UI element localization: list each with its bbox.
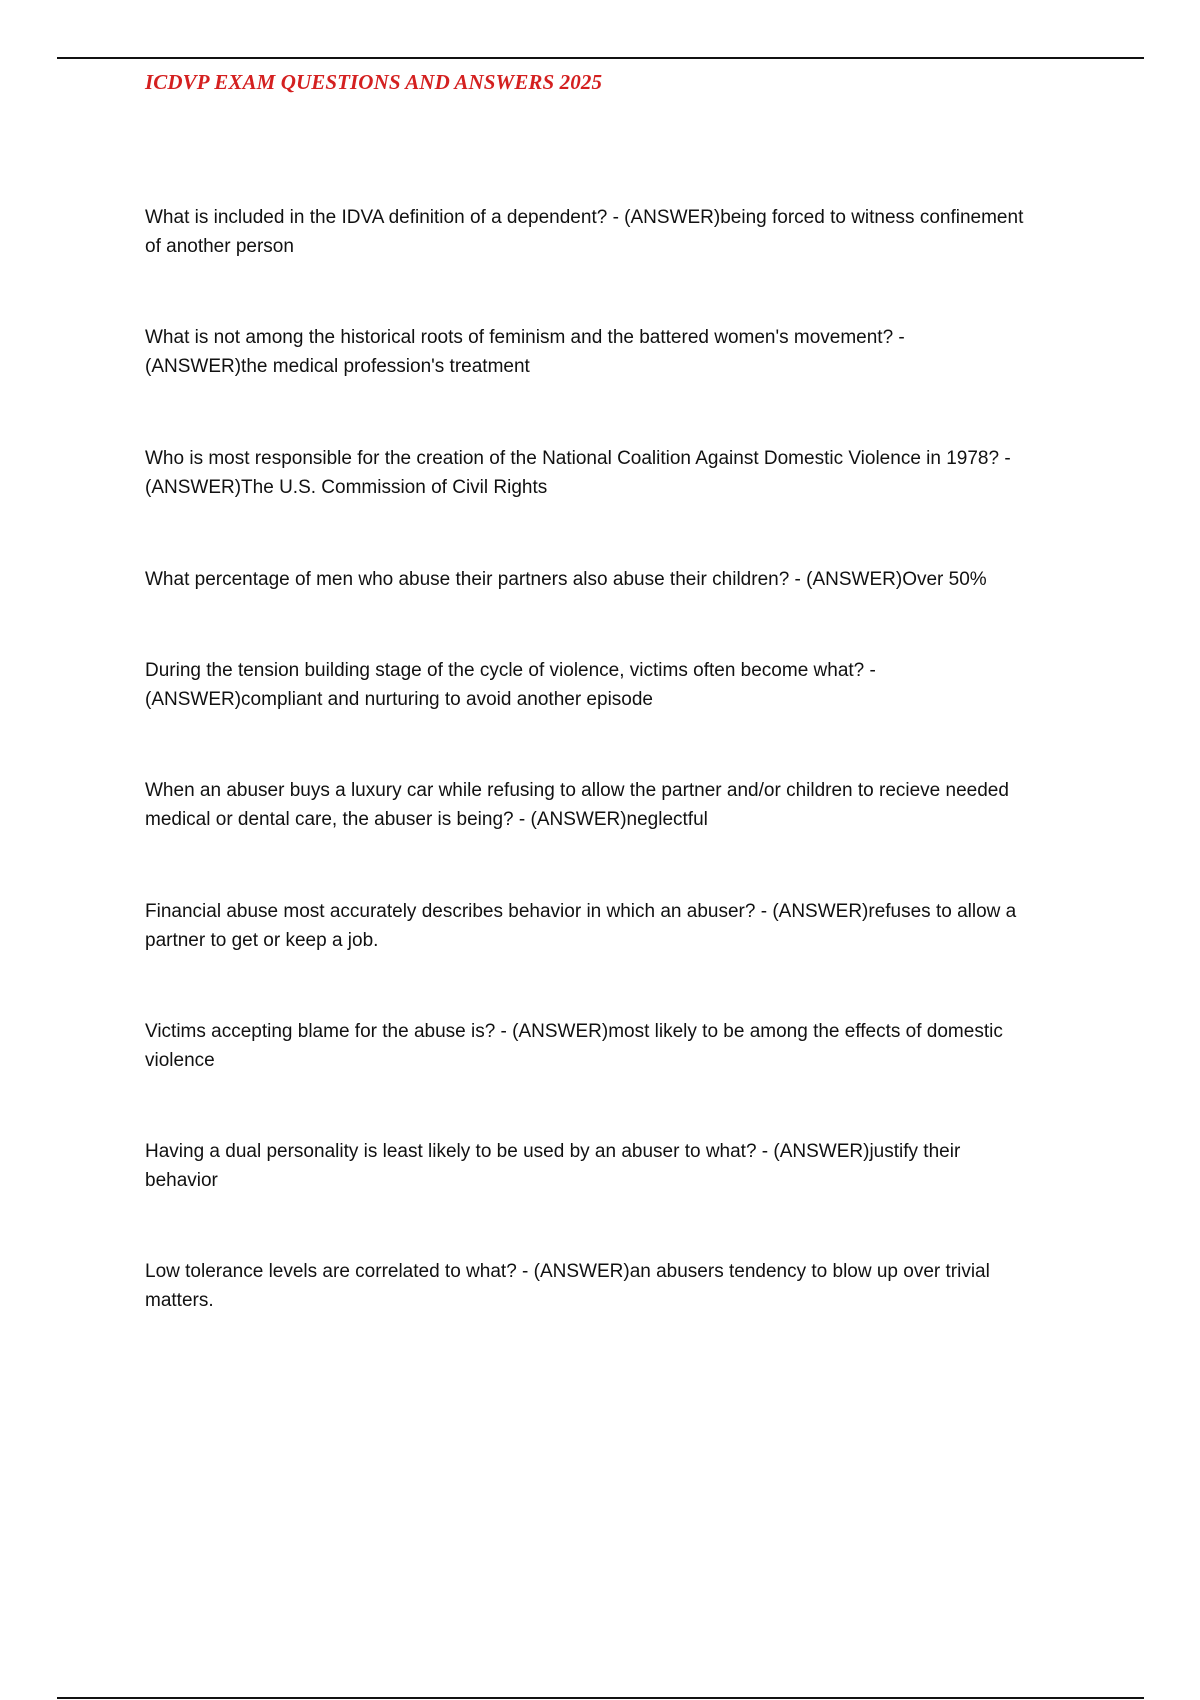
qa-item-3 bbox=[145, 444, 1095, 502]
qa-item-1 bbox=[145, 203, 1095, 261]
qa-item-text: medical or dental care, the abuser is being? - (ANSWER)neglectful bbox=[145, 809, 708, 830]
qa-item-5 bbox=[145, 656, 1095, 714]
qa-item-text: What is included in the IDVA definition of a dependent? - (ANSWER)being forced to witness confinement bbox=[145, 207, 1024, 228]
top-rule bbox=[57, 57, 1144, 59]
qa-item-text: During the tension building stage of the cycle of violence, victims often become what? - bbox=[145, 660, 876, 681]
page-title: ICDVP EXAM QUESTIONS AND ANSWERS 2025 bbox=[145, 70, 603, 94]
qa-item-9 bbox=[145, 1137, 1095, 1195]
qa-item-text: When an abuser buys a luxury car while refusing to allow the partner and/or children to recieve needed bbox=[145, 780, 1009, 801]
qa-item-text: partner to get or keep a job. bbox=[145, 930, 379, 951]
qa-item-text: (ANSWER)compliant and nurturing to avoid another episode bbox=[145, 689, 653, 710]
bottom-rule bbox=[57, 1697, 1144, 1699]
qa-item-text: of another person bbox=[145, 236, 294, 257]
qa-item-text: What percentage of men who abuse their partners also abuse their children? - (ANSWER)Over 50% bbox=[145, 569, 987, 590]
qa-item-text: Victims accepting blame for the abuse is? - (ANSWER)most likely to be among the effects of domestic bbox=[145, 1021, 1003, 1042]
qa-item-text: (ANSWER)the medical profession's treatment bbox=[145, 356, 530, 377]
qa-item-6 bbox=[145, 776, 1095, 834]
qa-item-text: behavior bbox=[145, 1170, 218, 1191]
qa-item-10 bbox=[145, 1257, 1095, 1315]
qa-item-text: Who is most responsible for the creation of the National Coalition Against Domestic Violence in 1978? - bbox=[145, 448, 1011, 469]
qa-item-text: What is not among the historical roots of feminism and the battered women's movement? - bbox=[145, 327, 905, 348]
qa-item-text: Financial abuse most accurately describes behavior in which an abuser? - (ANSWER)refuses to allow a bbox=[145, 901, 1017, 922]
qa-item-text: Low tolerance levels are correlated to what? - (ANSWER)an abusers tendency to blow up over trivial bbox=[145, 1261, 990, 1282]
qa-item-7 bbox=[145, 897, 1095, 955]
qa-item-4 bbox=[145, 565, 1095, 594]
qa-item-text: (ANSWER)The U.S. Commission of Civil Rights bbox=[145, 477, 548, 498]
qa-item-8 bbox=[145, 1017, 1095, 1075]
qa-item-text: matters. bbox=[145, 1290, 214, 1311]
qa-item-text: Having a dual personality is least likely to be used by an abuser to what? - (ANSWER)justify their bbox=[145, 1141, 961, 1162]
qa-item-text: violence bbox=[145, 1050, 215, 1071]
qa-item-2 bbox=[145, 323, 1095, 381]
